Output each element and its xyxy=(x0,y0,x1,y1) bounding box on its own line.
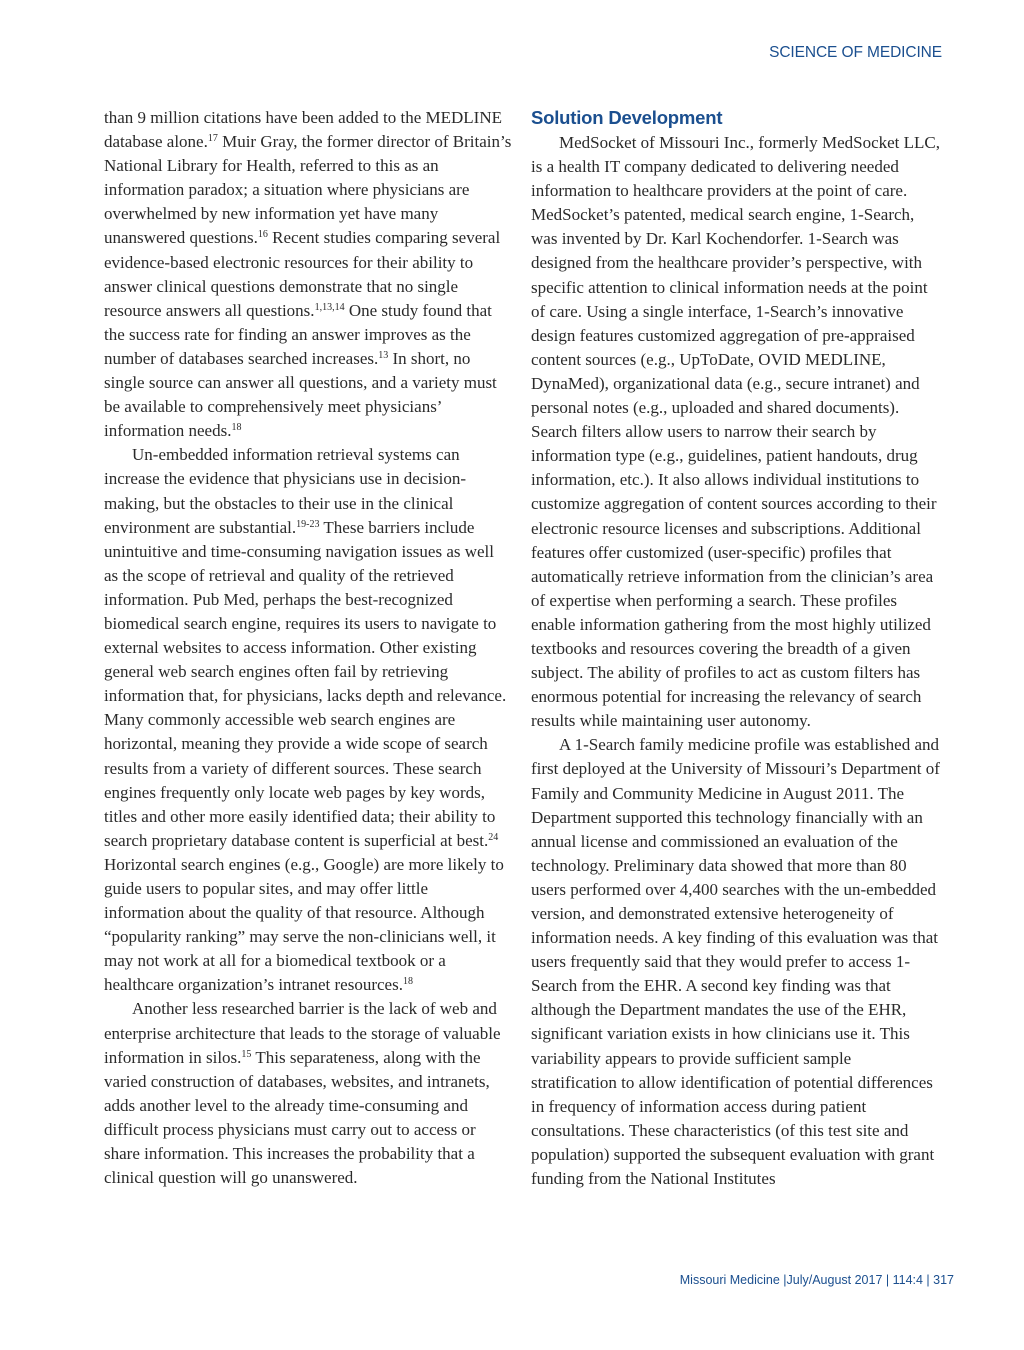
citation: 16 xyxy=(257,229,268,241)
citation: 18 xyxy=(231,422,242,434)
left-paragraph-3: Another less researched barrier is the lack of web and enterprise architecture that leads to the storage of valuable information in silos.$^{15}$ This separateness, along with the varied construction of databases, websites, and intranets, adds another level to the already time-consuming and difficult process physicians must carry out to access or share information. This increases the probability that a clinical question will go unanswered. xyxy=(104,999,501,1188)
citation: 17 xyxy=(207,133,218,145)
right-paragraph-1: MedSocket of Missouri Inc., formerly MedSocket LLC, is a health IT company dedicated to delivering needed information to healthcare providers at the point of care. MedSocket’s patented, medical search engine, 1-Search, was invented by Dr. Karl Kochendorfer. 1-Search was designed from the healthcare provider’s perspective, with specific attention to clinical information needs at the point of care. Using a single interface, 1-Search’s innovative design features customized aggregation of pre-appraised content sources (e.g., UpToDate, OVID MEDLINE, DynaMed), organizational data (e.g., secure intranet) and personal notes (e.g., uploaded and shared documents). Search filters allow users to narrow their search by information type (e.g., guidelines, patient handouts, drug information, etc.). It also allows individual institutions to customize aggregation of content sources according to their electronic resource licenses and subscriptions. Additional features offer customized (user-specific) profiles that automatically retrieve information from the clinician’s area of expertise when performing a search. These profiles enable information gathering from the most highly utilized textbooks and resources covering the breadth of a given subject. The ability of profiles to act as custom filters has enormous potential for increasing the relevancy of search results while maintaining user autonomy. xyxy=(531,133,941,731)
left-paragraph-2: Un-embedded information retrieval systems can increase the evidence that physicians use in decision-making, but the obstacles to their use in the clinical environment are substantial.$^{19-23}$ These barriers include unintuitive and time-consuming navigation issues as well as the scope of retrieval and quality of the retrieved information. Pub Med, perhaps the best-recognized biomedical search engine, requires its users to navigate to external websites to access information. Other existing general web search engines often fail by retrieving information that, for physicians, lacks depth and relevance. Many commonly accessible web search engines are horizontal, meaning they provide a wide scope of search results from a variety of different sources. These search engines frequently only locate web pages by key words, titles and other more easily identified data; their ability to search proprietary database content is superficial at best.$^{24}$ Horizontal search engines (e.g., Google) are more likely to guide users to popular sites, and may offer little information about the quality of that resource. Although “popularity ranking” may serve the non-clinicians well, it may not work at all for a biomedical textbook or a healthcare organization’s intranet resources.$^{18}$ xyxy=(104,445,507,995)
section-label: SCIENCE OF MEDICINE xyxy=(769,44,942,61)
left-column xyxy=(104,106,512,1190)
section-heading: Solution Development xyxy=(531,107,723,128)
citation: 13 xyxy=(378,349,389,361)
right-paragraph-2: A 1-Search family medicine profile was established and first deployed at the University of Missouri’s Department of Family and Community Medicine in August 2011. The Department supported this technology financially with an annual license and commissioned an evaluation of the technology. Preliminary data showed that more than 80 users performed over 4,400 searches with the un-embedded version, and demonstrated extensive heterogeneity of information needs. A key finding of this evaluation was that users frequently said that they would prefer to access 1-Search from the EHR. A second key finding was that although the Department mandates the use of the EHR, significant variation exists in how clinicians use it. This variability appears to provide sufficient sample stratification to allow identification of potential differences in frequency of information access during patient consultations. These characteristics (of this test site and population) supported the subsequent evaluation with grant funding from the National Institutes xyxy=(531,735,940,1189)
left-paragraph-1: than 9 million citations have been added to the MEDLINE database alone.$^{17}$ Muir Gray, the former director of Britain’s National Library for Health, referred to this as an information paradox; a situation where physicians are overwhelmed by new information yet have many unanswered questions.$^{16}$ Recent studies comparing several evidence-based electronic resources for their ability to answer clinical questions demonstrate that no single resource answers all questions.$^{1,13,14}$ One study found that the success rate for finding an answer improves as the number of databases searched increases.$^{13}$ In short, no single source can answer all questions, and a variety must be available to comprehensively meet physicians’ information needs.$^{18}$ xyxy=(104,108,512,441)
page-footer: Missouri Medicine |July/August 2017 | 114:4 | 317 xyxy=(679,1273,954,1287)
citation: 15 xyxy=(241,1048,252,1060)
right-column xyxy=(531,106,941,1191)
citation: 1,13,14 xyxy=(314,301,345,313)
citation: 19-23 xyxy=(296,518,320,530)
citation: 18 xyxy=(402,976,413,988)
citation: 24 xyxy=(488,831,499,843)
